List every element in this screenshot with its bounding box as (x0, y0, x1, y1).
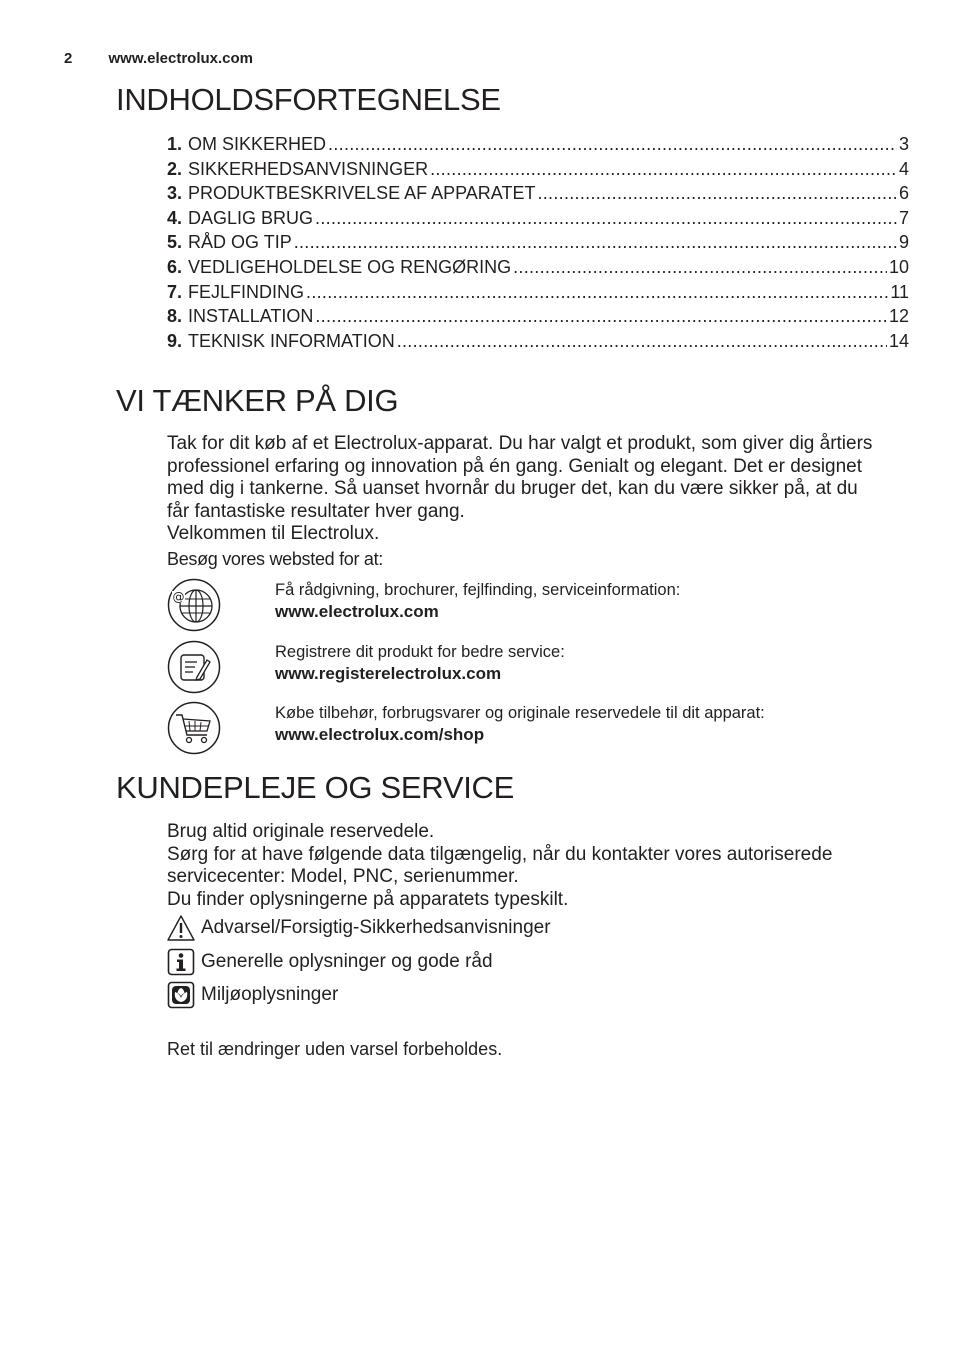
symbol-legend-item (167, 948, 493, 976)
paragraph-line: professionel erfaring og innovation på én gang. Genialt og elegant. Det er designet (167, 455, 863, 477)
toc-item[interactable] (167, 183, 909, 208)
service-paragraph (167, 821, 912, 911)
toc-item-label: TEKNISK INFORMATION (188, 330, 395, 351)
toc-item-page: 14 (888, 330, 909, 351)
paragraph-line: Brug altid originale reservedele. (167, 821, 435, 842)
symbol-label: Miljøoplysninger (201, 984, 339, 1005)
toc-item-label: SIKKERHEDSANVISNINGER (188, 158, 429, 179)
paragraph-line: Tak for dit køb af et Electrolux-apparat. Du har valgt et produkt, som giver dig årtiers (167, 433, 873, 454)
visit-label: Besøg vores websted for at: (167, 549, 384, 569)
globe-icon (167, 578, 221, 632)
toc-item[interactable] (167, 257, 909, 282)
toc-leader-dots (430, 159, 897, 180)
thinking-title: VI TÆNKER PÅ DIG (116, 383, 399, 418)
web-link-text-block (275, 579, 680, 623)
web-link-description: Registrere dit produkt for bedre service: (275, 643, 565, 661)
toc-item-number: 2. (167, 158, 183, 179)
disclaimer-note: Ret til ændringer uden varsel forbeholdes. (167, 1039, 503, 1059)
toc-item-number: 7. (167, 281, 183, 302)
toc-leader-dots (315, 306, 887, 327)
toc-item-page: 9 (898, 232, 909, 253)
toc-leader-dots (315, 208, 897, 229)
paragraph-line: Du finder oplysningerne på apparatets typeskilt. (167, 888, 569, 910)
paragraph-line: Sørg for at have følgende data tilgængelig, når du kontakter vores autoriserede (167, 843, 833, 865)
web-link-item (167, 640, 912, 698)
symbol-legend-item (167, 981, 338, 1009)
info-icon (167, 948, 195, 976)
paragraph-line: med dig i tankerne. Så uanset hvornår du bruger det, kan du være sikker på, at du (167, 478, 858, 500)
svg-text:@: @ (172, 590, 185, 604)
toc-item-number: 5. (167, 232, 183, 253)
paragraph-line: får fantastiske resultater hver gang. (167, 500, 465, 522)
web-link-url[interactable]: www.registerelectrolux.com (275, 664, 502, 683)
toc-leader-dots (328, 134, 897, 155)
toc-item[interactable] (167, 306, 909, 331)
web-link-item (167, 701, 912, 759)
register-icon (167, 640, 221, 694)
cart-icon (167, 701, 221, 755)
toc-title: INDHOLDSFORTEGNELSE (116, 82, 501, 117)
toc-item-page: 3 (898, 134, 909, 154)
page-number: 2 (64, 50, 73, 67)
toc-item-label: FEJLFINDING (188, 281, 305, 302)
warning-icon (167, 914, 195, 942)
web-link-text-block (275, 702, 765, 746)
toc-item[interactable] (167, 232, 909, 257)
toc-item[interactable] (167, 134, 909, 159)
toc-item-page: 4 (898, 158, 909, 179)
toc-item-label: VEDLIGEHOLDELSE OG RENGØRING (188, 256, 512, 277)
service-title: KUNDEPLEJE OG SERVICE (116, 770, 514, 805)
toc-item-number: 3. (167, 183, 183, 204)
web-link-text-block (275, 641, 565, 685)
toc-item-number: 4. (167, 207, 183, 228)
symbol-legend-item (167, 914, 551, 942)
toc-item-label: RÅD OG TIP (188, 232, 292, 253)
paragraph-line: Velkommen til Electrolux. (167, 523, 380, 545)
header-url[interactable]: www.electrolux.com (108, 50, 254, 67)
toc-item-page: 12 (888, 306, 909, 327)
toc-item[interactable] (167, 208, 909, 233)
table-of-contents (167, 134, 909, 355)
web-link-url[interactable]: www.electrolux.com/shop (275, 725, 485, 744)
toc-item[interactable] (167, 159, 909, 184)
toc-item[interactable] (167, 282, 909, 307)
toc-item-page: 7 (898, 207, 909, 228)
toc-item-label: INSTALLATION (188, 306, 314, 327)
toc-item-number: 9. (167, 330, 183, 351)
toc-item-page: 10 (888, 256, 909, 277)
toc-item-number: 6. (167, 256, 183, 277)
toc-item[interactable] (167, 331, 909, 356)
toc-item-page: 11 (890, 281, 909, 302)
toc-leader-dots (513, 257, 887, 278)
environment-icon (167, 981, 195, 1009)
symbol-label: Advarsel/Forsigtig-Sikkerhedsanvisninger (201, 917, 551, 938)
web-link-description: Få rådgivning, brochurer, fejlfinding, serviceinformation: (275, 581, 681, 599)
symbol-label: Generelle oplysninger og gode råd (201, 951, 493, 972)
toc-item-number: 1. (167, 134, 183, 154)
paragraph-line: servicecenter: Model, PNC, serienummer. (167, 866, 519, 888)
toc-leader-dots (306, 282, 888, 303)
thinking-paragraph (167, 433, 912, 546)
toc-item-label: OM SIKKERHED (188, 134, 327, 154)
toc-item-page: 6 (898, 183, 909, 204)
web-link-item (167, 578, 912, 636)
web-link-description: Købe tilbehør, forbrugsvarer og originale reservedele til dit apparat: (275, 704, 765, 722)
page-header (64, 50, 253, 67)
toc-leader-dots (537, 183, 897, 204)
toc-item-label: PRODUKTBESKRIVELSE AF APPARATET (188, 183, 536, 204)
web-link-url[interactable]: www.electrolux.com (275, 602, 439, 621)
toc-leader-dots (397, 331, 887, 352)
toc-leader-dots (294, 232, 897, 253)
toc-item-number: 8. (167, 306, 183, 327)
toc-item-label: DAGLIG BRUG (188, 207, 314, 228)
